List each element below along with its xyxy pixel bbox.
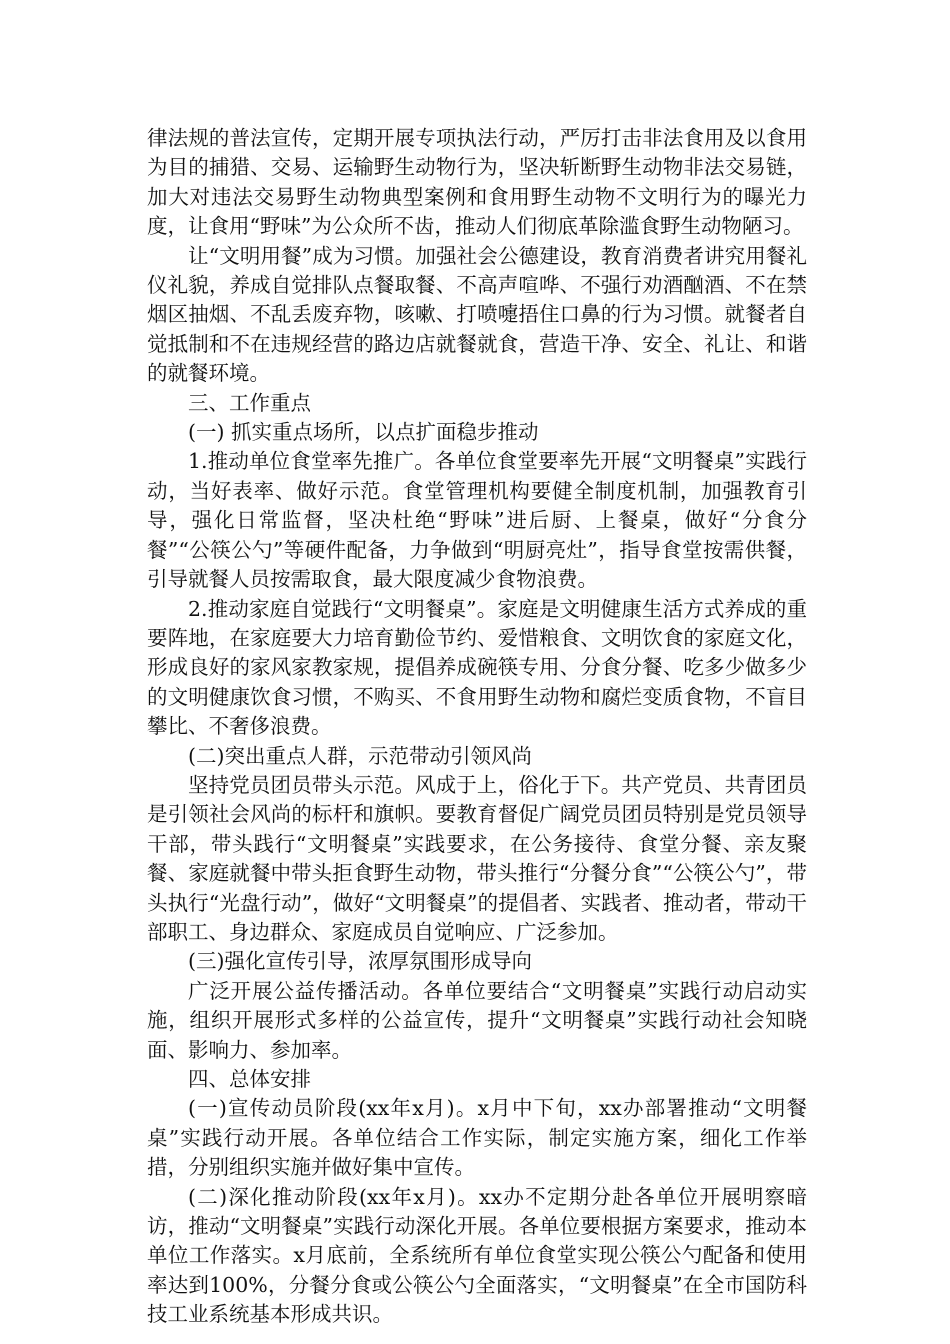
paragraph-public-welfare: 广泛开展公益传播活动。各单位要结合“文明餐桌”实践行动启动实施，组织开展形式多样的公益宣传，提升“文明餐桌”实践行动社会知晓面、影响力、参加率。 (147, 978, 807, 1062)
paragraph-civilized-dining: 让“文明用餐”成为习惯。加强社会公德建设，教育消费者讲究用餐礼仪礼貌，养成自觉排队点餐取餐、不高声喧哗、不强行劝酒酗酒、不在禁烟区抽烟、不乱丢废弃物，咳嗽、打喷嚏捂住口鼻的行为习惯。就餐者自觉抵制和不在违规经营的路边店就餐就食，营造干净、安全、礼让、和谐的就餐环境。 (147, 243, 807, 386)
subheading-publicity: (三)强化宣传引导，浓厚氛围形成导向 (188, 949, 532, 974)
section-heading-work-focus: 三、工作重点 (188, 390, 311, 415)
section-heading-overall-arrangement: 四、总体安排 (188, 1067, 311, 1091)
paragraph-canteen: 1.推动单位食堂率先推广。各单位食堂要率先开展“文明餐桌”实践行动，当好表率、做好示范。食堂管理机构要健全制度机制，加强教育引导，强化日常监督，坚决杜绝“野味”进后厨、上餐桌，做好“分食分餐”“公筷公勺”等硬件配备，力争做到“明厨亮灶”，指导食堂按需供餐，引导就餐人员按需取食，最大限度减少食物浪费。 (147, 449, 807, 592)
paragraph-party-members: 坚持党员团员带头示范。风成于上，俗化于下。共产党员、共青团员是引领社会风尚的标杆和旗帜。要教育督促广阔党员团员特别是党员领导干部，带头践行“文明餐桌”实践要求，在公务接待、食堂分餐、亲友聚餐、家庭就餐中带头拒食野生动物，带头推行“分餐分食”“公筷公勺”，带头执行“光盘行动”，做好“文明餐桌”的提倡者、实践者、推动者，带动干部职工、身边群众、家庭成员自觉响应、广泛参加。 (147, 772, 807, 944)
paragraph-family: 2.推动家庭自觉践行“文明餐桌”。家庭是文明健康生活方式养成的重要阵地，在家庭要大力培育勤俭节约、爱惜粮食、文明饮食的家庭文化，形成良好的家风家教家规，提倡养成碗筷专用、分食分餐、吃多少做多少的文明健康饮食习惯，不购买、不食用野生动物和腐烂变质食物，不盲目攀比、不奢侈浪费。 (147, 596, 807, 739)
paragraph-continued: 律法规的普法宣传，定期开展专项执法行动，严厉打击非法食用及以食用为目的捕猎、交易、运输野生动物行为，坚决斩断野生动物非法交易链，加大对违法交易野生动物典型案例和食用野生动物不文明行为的曝光力度，让食用“野味”为公众所不齿，推动人们彻底革除滥食野生动物陋习。 (147, 126, 807, 239)
paragraph-mobilization-stage: (一)宣传动员阶段(xx年x月)。x月中下旬，xx办部署推动“文明餐桌”实践行动开展。各单位结合工作实际，制定实施方案，细化工作举措，分别组织实施并做好集中宣传。 (147, 1096, 807, 1180)
document-body (147, 124, 807, 1330)
subheading-key-venues: (一) 抓实重点场所，以点扩面稳步推动 (188, 420, 539, 445)
subheading-key-groups: (二)突出重点人群，示范带动引领风尚 (188, 743, 532, 768)
paragraph-deepening-stage: (二)深化推动阶段(xx年x月)。xx办不定期分赴各单位开展明察暗访，推动“文明餐桌”实践行动深化开展。各单位要根据方案要求，推动本单位工作落实。x月底前，全系统所有单位食堂实现公筷公勺配备和使用率达到100%，分餐分食或公筷公勺全面落实，“文明餐桌”在全市国防科技工业系统基本形成共识。 (147, 1184, 807, 1327)
